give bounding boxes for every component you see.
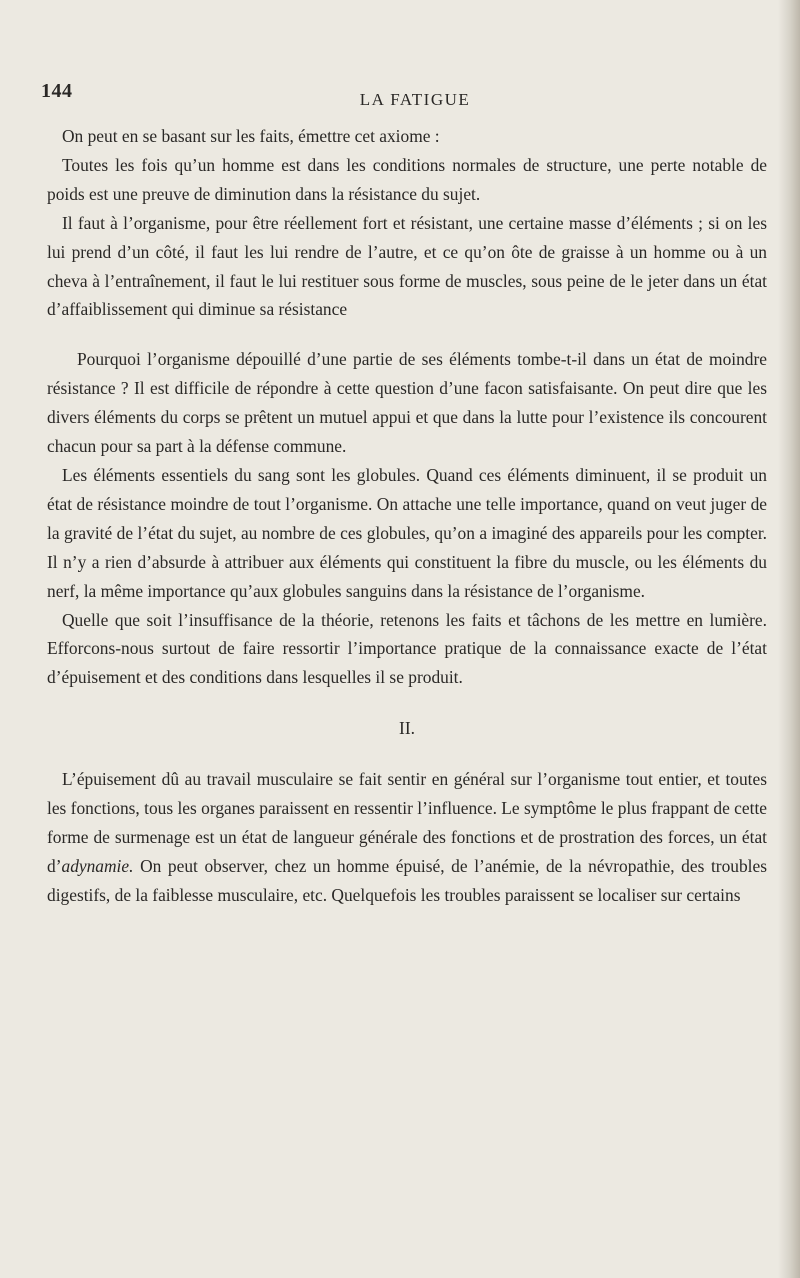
paragraph-exhaustion-end: On peut observer, chez un homme épuisé, de l’anémie, de la névropathie, des troubles digestifs, de la faiblesse musculaire, etc. Quelquefois les troubles paraissent se localiser sur certains [47,855,767,905]
paragraph-gap [47,324,767,345]
page-number: 144 [41,80,73,102]
section-heading: II. [399,718,415,739]
paragraph-blood-globules: Les éléments essentiels du sang sont les globules. Quand ces éléments diminuent, il se produit un état de résistance moindre de tout l’organisme. On attache une telle importance, quand on veut juger de la gravité de l’état du sujet, au nombre de ces globules, qu’on a imaginé des appareils pour les compter. Il n’y a rien d’absurde à attribuer aux éléments qui constituent la fibre du muscle, ou les éléments du nerf, la même importance qu’aux globules sanguins dans la résistance de l’organisme. [47,464,767,601]
section-gap [47,743,767,765]
paragraph-theory: Quelle que soit l’insuffisance de la théorie, retenons les faits et tâchons de les mettre en lumière. Efforcons-nous surtout de faire ressortir l’importance pratique de la connaissance exacte de l’état d’épuisement et des conditions dans lesquelles il se produit. [47,609,767,688]
section-gap [47,692,767,714]
page-edge-shadow [778,0,800,1278]
paragraph-exhaustion-start: L’épuisement dû au travail musculaire se fait sentir en général sur l’organisme tout entier, et toutes les fonctions, tous les organes paraissent en ressentir l’influence. Le symptôme le plus frappant de cette forme de surmenage est un état de langueur générale des fonctions et de prostration des forces, un état d’ [47,769,767,876]
paragraph-axiom-intro: On peut en se basant sur les faits, émettre cet axiome : [62,126,440,146]
running-title: LA FATIGUE [359,90,471,109]
body-text [47,122,767,910]
paragraph-axiom: Toutes les fois qu’un homme est dans les conditions normales de structure, une perte notable de poids est une preuve de diminution dans la résistance du sujet. [47,154,767,204]
paragraph-why-organism: Pourquoi l’organisme dépouillé d’une partie de ses éléments tombe-t-il dans un état de moindre résistance ? Il est difficile de répondre à cette question d’une facon satisfaisante. On peut dire que les divers éléments du corps se prêtent un mutuel appui et que dans la lutte pour l’existence ils concourent chacun pour sa part à la défense commune. [47,349,767,457]
paragraph-organism-mass: Il faut à l’organisme, pour être réellement fort et résistant, une certaine masse d’éléments ; si on les lui prend d’un côté, il faut les lui rendre de l’autre, et ce qu’on ôte de graisse à un homme ou à un cheva à l’entraînement, il faut le lui restituer sous forme de muscles, sous peine de le jeter dans un état d’affaiblissement qui diminue sa résistance [47,212,767,320]
term-adynamie: adynamie. [61,855,134,876]
paragraph-exhaustion [47,765,767,910]
